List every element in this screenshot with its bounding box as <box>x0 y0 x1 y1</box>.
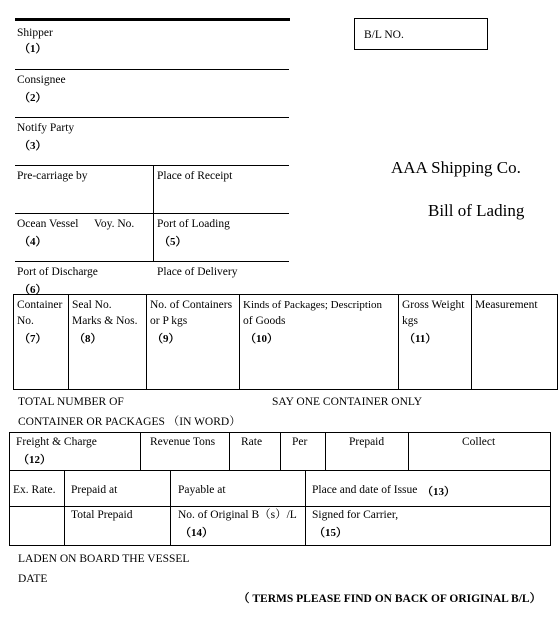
seal-no-header: Seal No. <box>72 299 112 311</box>
freight-col-line-2 <box>229 432 230 470</box>
company-name: AAA Shipping Co. <box>391 158 521 177</box>
ocean-vessel-divider <box>15 261 289 262</box>
signed-for-carrier-number: （15） <box>314 527 347 539</box>
kinds-of-packages-header: Kinds of Packages; Description <box>243 299 382 311</box>
date-label: DATE <box>18 573 48 585</box>
payment-col-line-3 <box>305 470 306 545</box>
gross-weight-header: Gross Weight <box>402 299 465 311</box>
seal-no-number: （8） <box>74 333 102 345</box>
per-header: Per <box>292 436 308 448</box>
shipper-label: Shipper <box>17 27 53 39</box>
document-title: Bill of Lading <box>428 201 525 220</box>
pre-carriage-divider <box>15 213 289 214</box>
kgs-header: kgs <box>402 315 418 327</box>
cargo-top-rule <box>13 294 558 295</box>
total-packages-label: CONTAINER OR PACKAGES （IN WORD） <box>18 416 241 428</box>
description-of-goods-header: of Goods <box>243 315 286 327</box>
freight-mid-rule <box>9 470 551 471</box>
cargo-col-line-4 <box>398 294 399 389</box>
total-number-label: TOTAL NUMBER OF <box>18 396 124 408</box>
freight-left-border <box>9 432 10 545</box>
place-date-issue-number: （13） <box>422 486 455 498</box>
freight-charge-number: （12） <box>18 454 51 466</box>
ocean-vessel-number: （4） <box>19 236 47 248</box>
rate-header: Rate <box>241 436 263 448</box>
port-of-discharge-label: Port of Discharge <box>17 266 98 278</box>
freight-col-line-3 <box>280 432 281 470</box>
container-no-header-2: No. <box>17 315 34 327</box>
cargo-col-line-1 <box>68 294 69 389</box>
freight-right-border <box>550 432 551 545</box>
container-no-header: Container <box>17 299 63 311</box>
shipper-divider <box>15 69 289 70</box>
cargo-col-line-5 <box>471 294 472 389</box>
shipper-number: （1） <box>19 43 47 55</box>
kinds-of-packages-number: （10） <box>245 333 278 345</box>
pkgs-header: or P kgs <box>150 315 188 327</box>
prepaid-header: Prepaid <box>349 436 385 448</box>
gross-weight-number: （11） <box>404 333 437 345</box>
voy-no-label: Voy. No. <box>94 218 135 230</box>
ocean-vessel-label: Ocean Vessel <box>17 218 79 230</box>
terms-note: （ TERMS PLEASE FIND ON BACK OF ORIGINAL B/L） <box>238 593 542 605</box>
freight-col-line-1 <box>140 432 141 470</box>
place-of-delivery-label: Place of Delivery <box>157 266 238 278</box>
laden-on-board-label: LADEN ON BOARD THE VESSEL <box>18 553 190 565</box>
cargo-col-line-3 <box>239 294 240 389</box>
cargo-bottom-rule <box>13 389 558 390</box>
payment-col-line-2 <box>170 470 171 545</box>
measurement-header: Measurement <box>475 299 538 311</box>
freight-col-line-4 <box>325 432 326 470</box>
consignee-divider <box>15 117 289 118</box>
port-of-loading-label: Port of Loading <box>157 218 230 230</box>
cargo-left-border <box>13 294 14 389</box>
notify-party-number: （3） <box>19 140 47 152</box>
pre-carriage-label: Pre-carriage by <box>17 170 88 182</box>
payment-col-line-1 <box>64 470 65 545</box>
revenue-tons-header: Revenue Tons <box>150 436 216 448</box>
place-date-issue-label: Place and date of Issue <box>312 484 418 496</box>
marks-nos-header: Marks & Nos. <box>72 315 138 327</box>
no-of-containers-header: No. of Containers <box>150 299 233 311</box>
freight-charge-label: Freight & Charge <box>16 436 97 448</box>
cargo-right-border <box>557 294 558 389</box>
no-of-original-bl-number: （14） <box>180 527 213 539</box>
say-total-text: SAY ONE CONTAINER ONLY <box>272 396 423 408</box>
consignee-number: （2） <box>19 92 47 104</box>
signed-for-carrier-label: Signed for Carrier, <box>312 509 399 521</box>
payable-at-label: Payable at <box>178 484 226 496</box>
cargo-col-line-2 <box>146 294 147 389</box>
ex-rate-label: Ex. Rate. <box>13 484 56 496</box>
port-of-discharge-number: （6） <box>19 284 47 296</box>
notify-party-label: Notify Party <box>17 122 75 134</box>
consignee-label: Consignee <box>17 74 66 86</box>
port-of-loading-number: （5） <box>159 236 187 248</box>
bl-no-label: B/L NO. <box>364 29 404 41</box>
no-of-containers-number: （9） <box>152 333 180 345</box>
payment-bottom-rule <box>9 545 551 546</box>
container-no-number: （7） <box>19 333 47 345</box>
total-prepaid-label: Total Prepaid <box>71 509 133 521</box>
no-of-original-bl-label: No. of Original B（s）/L <box>178 509 297 521</box>
place-of-receipt-label: Place of Receipt <box>157 170 233 182</box>
payment-mid-rule <box>9 506 551 507</box>
prepaid-at-label: Prepaid at <box>71 484 118 496</box>
collect-header: Collect <box>462 436 496 448</box>
freight-col-line-5 <box>408 432 409 470</box>
top-thick-rule <box>15 18 290 21</box>
notify-divider <box>15 165 289 166</box>
